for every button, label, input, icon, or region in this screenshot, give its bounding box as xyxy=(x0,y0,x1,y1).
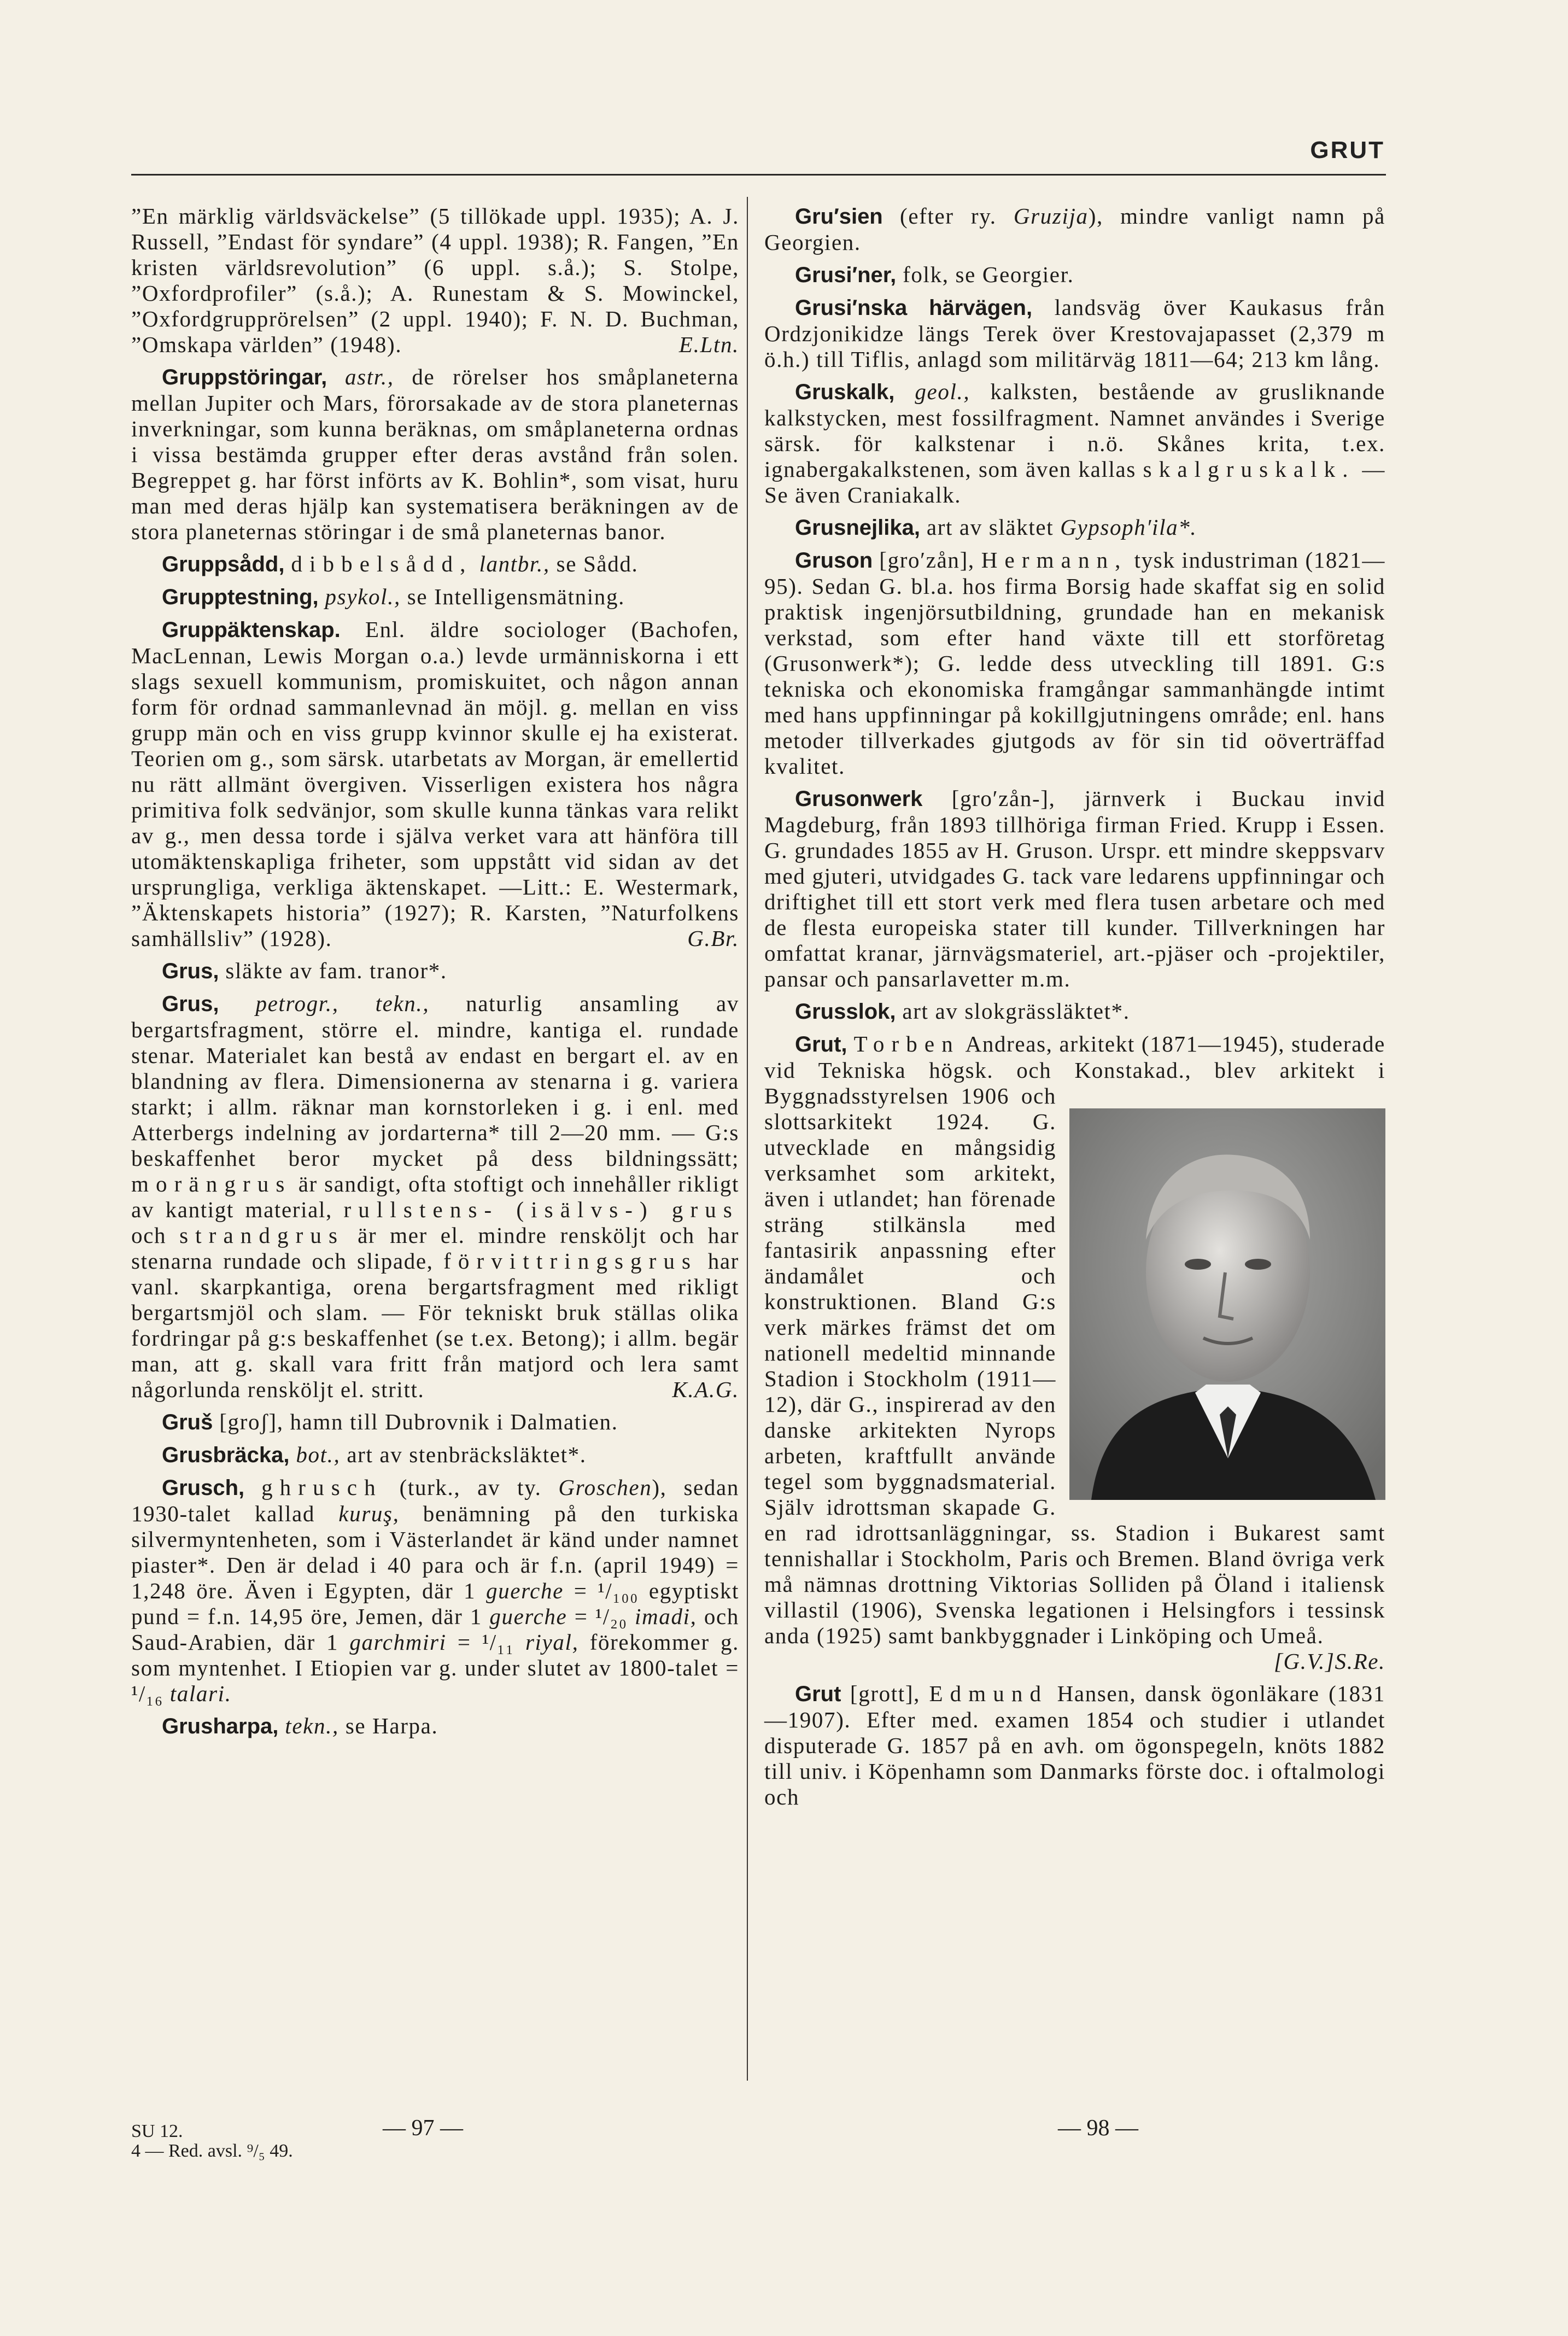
entry-grusslok xyxy=(764,998,1385,1025)
entry-text: och Saud-Arabien, där 1 xyxy=(131,1604,739,1655)
author-signature: [G.V.]S.Re. xyxy=(1273,1649,1385,1674)
italic-term: guerche xyxy=(485,1578,564,1603)
headword: Grusi′ner, xyxy=(795,263,897,287)
entry-grusi-nska-ha-rva-gen xyxy=(764,295,1385,372)
italic-term: Gruzija xyxy=(1013,203,1089,229)
entry-text: och xyxy=(131,1223,180,1248)
entry-text: Hansen, dansk ögonläkare (1831—1907). Efter med. examen 1854 och studier i utlandet disputerade G. 1857 på en avh. om ögonspegeln, knöts 1882 till univ. i Köpenhamn som Danmarks förste doc. i oftalmologi och xyxy=(764,1681,1385,1809)
entry-gruppsto-ringar xyxy=(131,364,739,545)
page-number-left: — 97 — xyxy=(383,2116,463,2141)
spaced-name: morängrus xyxy=(131,1171,292,1196)
column-divider xyxy=(747,197,748,2081)
headword: Gruson xyxy=(795,548,873,573)
entry-gru-sien xyxy=(764,203,1385,255)
italic-term: Gypsoph′ila*. xyxy=(1060,515,1197,540)
entry-text: släkte av fam. tranor*. xyxy=(219,958,447,983)
running-head: GRUT xyxy=(1310,137,1385,163)
headword: Grut, xyxy=(795,1032,847,1056)
headword: Grut xyxy=(795,1682,841,1706)
entry-text: naturlig ansamling av bergartsfragment, större el. mindre, kantiga el. rundade stenar. Materialet kan bestå av endast en bergart el. av en blandning av flera. Dimensionerna av stenarna i g. variera starkt; i allm. räknar man kornstorleken i g. i enl. med Atterbergs indelning av jordarterna* till 2—20 mm. — G:s beskaffenhet beror mycket på dess bildningssätt; xyxy=(131,991,739,1171)
right-column xyxy=(764,203,1385,1817)
spaced-name: förvittringsgrus xyxy=(443,1248,698,1274)
italic-term: geol., xyxy=(894,379,970,404)
entry-text: = ¹/₁₁ xyxy=(446,1630,525,1655)
entry-grusonwerk xyxy=(764,786,1385,992)
entry-grut xyxy=(764,1031,1385,1674)
entry-text: [grott], xyxy=(841,1681,929,1706)
entry-text: tysk industriman (1821—95). Sedan G. bl.a. hos firma Borsig hade skaffat sig en solid praktisk ingenjörsutbildning, grundade han en mekanisk verkstad, som efter hand växte till ett storföretag (Grusonwerk*); G. ledde dess utveckling till 1891. G:s tekniska och ekonomiska framgångar sammanhängde intimt med hans uppfinningar på kokillgjutningens område; enl. hans metoder tillverkades gjutgods av för sin tid oöverträffad kvalitet. xyxy=(764,547,1385,779)
entry-text: (efter ry. xyxy=(882,203,1014,229)
entry-grus xyxy=(131,1409,739,1435)
author-signature: K.A.G. xyxy=(672,1377,739,1402)
headword: Grusch, xyxy=(162,1476,245,1500)
entry-text: se Intelligensmätning. xyxy=(400,584,625,609)
entry-text: art av slokgrässläktet*. xyxy=(896,998,1130,1024)
headword: Grusonwerk xyxy=(795,787,923,811)
headword: Gruppäktenskap. xyxy=(162,618,341,642)
italic-term: bot., xyxy=(289,1442,341,1467)
entry-text: se Sådd. xyxy=(549,551,639,576)
entry-text: förekommer g. som myntenhet. I Etiopien var g. under slutet av 1800-talet = ¹/₁₆ xyxy=(131,1630,740,1706)
entry-text: har vanl. skarpkantiga, orena bergartsfragment med rikligt bergartsmjöl och slam. — För tekniskt bruk ställas olika fordringar på g:s beskaffenhet (se t.ex. Betong); i allm. begär man, att g. skall vara fritt från matjord och lera samt någorlunda rensköljt el. stritt. xyxy=(131,1248,739,1402)
entry-continuation xyxy=(131,203,739,358)
portrait-photo xyxy=(1069,1108,1385,1500)
spaced-name: strandgrus xyxy=(179,1223,345,1248)
author-signature: G.Br. xyxy=(687,926,739,951)
italic-term: lantbr., xyxy=(472,551,550,576)
entry-text: benämning på den turkiska silvermyntenheten, som i Västerlandet är känd under namnet piaster*. Den är delad i 40 para och är f.n. (april 1949) = 1,248 öre. Även i Egypten, där 1 xyxy=(131,1501,739,1603)
spaced-name: Edmund xyxy=(929,1681,1049,1706)
entry-text: är mer el. mindre rensköljt och har stenarna rundade och slipade, xyxy=(131,1223,739,1274)
entry-grusch xyxy=(131,1475,739,1707)
entry-text: ), sedan 1930-talet kallad xyxy=(131,1475,740,1526)
entry-text: kalksten, bestående av grusliknande kalkstycken, mest fossilfragment. Namnet användes i Sverige särsk. för kalkstenar i n.ö. Skånes krita, t.ex. ignabergakalkstenen, som även kallas xyxy=(764,379,1385,482)
italic-term: garchmiri xyxy=(349,1630,447,1655)
spaced-name: Torben xyxy=(853,1031,960,1056)
italic-term: psykol., xyxy=(318,584,401,609)
page-number-right: — 98 — xyxy=(1058,2116,1138,2141)
headword: Grus, xyxy=(162,959,219,983)
headword: Gruskalk, xyxy=(795,380,895,404)
italic-term: tekn., xyxy=(278,1713,339,1738)
entry-text: landsväg över Kaukasus från Ordzjonikidze längs Terek över Krestovajapasset (2,379 m ö.h.) till Tiflis, anlagd som militärväg 1811—64; 213 km lång. xyxy=(764,295,1385,372)
entry-grus xyxy=(131,991,739,1403)
entry-text xyxy=(244,1475,261,1500)
entry-text xyxy=(284,551,291,576)
left-column xyxy=(131,203,739,1746)
entry-text: art av släktet xyxy=(920,515,1061,540)
italic-term: imadi, xyxy=(635,1604,697,1629)
entry-text: ), mindre vanligt namn på Georgien. xyxy=(764,203,1385,255)
entry-text xyxy=(847,1031,854,1056)
headword: Grusi′nska härvägen, xyxy=(795,296,1033,320)
italic-term: petrogr., tekn., xyxy=(219,991,430,1016)
headword: Grus, xyxy=(162,992,219,1016)
entry-grut xyxy=(764,1681,1385,1810)
entry-grupptestning xyxy=(131,584,739,610)
spaced-name: dibbelsådd, xyxy=(291,551,473,576)
entry-text: (turk., av ty. xyxy=(382,1475,559,1500)
signature-line-1: SU 12. xyxy=(131,2121,183,2141)
entry-text: se Harpa. xyxy=(338,1713,438,1738)
italic-term: kuruş, xyxy=(338,1501,400,1526)
headword: Grusharpa, xyxy=(162,1714,279,1738)
headword: Grusnejlika, xyxy=(795,516,920,540)
entry-grusharpa xyxy=(131,1713,739,1739)
entry-text: = ¹/₂₀ xyxy=(567,1604,635,1629)
spaced-name: ghrusch xyxy=(261,1475,383,1500)
entry-text: art av stenbräcksläktet*. xyxy=(340,1442,587,1467)
entry-text: — Se även Craniakalk. xyxy=(764,457,1385,507)
header-rule xyxy=(131,174,1386,176)
italic-term: Groschen xyxy=(558,1475,652,1500)
entry-gruskalk xyxy=(764,379,1385,508)
headword: Grusslok, xyxy=(795,1000,896,1024)
headword: Gruppstöringar, xyxy=(162,365,327,389)
entry-text: Andreas, arkitekt (1871—1945), studerade vid Tekniska högsk. och Konstakad., blev arkitekt i Byggnadsstyrelsen 1906 och slottsarkitekt 1924. G. utvecklade en mångsidig verksamhet som arkitekt, även i utlandet; han förenade sträng stilkänsla med fantasirik anpassning efter ändamålet och konstruktionen. Bland G:s verk märkes främst det om nationell medeltid minnande Stadion i Stockholm (1911—12), där G., inspirerad av den danske arkitekten Nyrops arbeten, kraftfullt använde tegel som byggnadsmaterial. Själv idrottsman skapade G. en rad idrottsanläggningar, ss. Stadion i Bukarest samt tennishallar i Stockholm, Paris och Bremen. Bland övriga verk må nämnas drottning Viktorias Solliden på Öland i italiensk villastil (1906), Svenska legationen i Helsingfors i tessinsk anda (1925) samt bankbyggnader i Linköping och Umeå. xyxy=(764,1031,1386,1648)
headword: Gruš xyxy=(162,1410,213,1434)
entry-gruppsa-dd xyxy=(131,551,739,577)
entry-text: folk, se Georgier. xyxy=(896,262,1074,287)
headword: Gruppsådd, xyxy=(162,552,285,576)
printer-signature xyxy=(131,2122,293,2161)
spaced-name: Hermann, xyxy=(981,547,1128,573)
italic-term: talari. xyxy=(169,1681,232,1706)
entry-text: är sandigt, ofta stoftigt och innehåller rikligt av kantigt material, xyxy=(131,1171,739,1222)
italic-term: astr., xyxy=(327,364,394,389)
entry-text: de rörelser hos småplaneterna mellan Jupiter och Mars, förorsakade av de stora planeternas inverkningar, som kunna beräknas, om småplaneterna ordnas i vissa bestämda grupper efter deras avstånd från solen. Begreppet g. har först införts av K. Bohlin*, som visat, huru man med deras hjälp kan systematisera beräkningen av de stora planeternas störingar i de små planeternas banor. xyxy=(131,364,739,544)
author-signature: E.Ltn. xyxy=(678,332,739,357)
italic-term: guerche xyxy=(489,1604,567,1629)
headword: Gru′sien xyxy=(795,205,883,229)
headword: Grupptestning, xyxy=(162,585,319,609)
entry-grusbra-cka xyxy=(131,1442,739,1468)
entry-grusi-ner xyxy=(764,262,1385,288)
spaced-name: rullstens- (isälvs-) grus xyxy=(343,1197,739,1222)
entry-text: Enl. äldre sociologer (Bachofen, MacLennan, Lewis Morgan o.a.) levde urmänniskorna i ett slags sexuell kommunism, promiskuitet, och någon annan form för ordnad sammanlevnad än möjl. g. mellan en viss grupp män och en viss grupp kvinnor skulle ej ha existerat. Teorien om g., som särsk. utarbetats av Morgan, är emellertid nu rätt allmänt övergiven. Visserligen existera hos några primitiva folk sedvänjor, som skulle kunna tänkas vara relikt av g., men dessa torde i själva verket vara att hänföra till utomäktenskapliga friheter, som uppstått vid sidan av det ursprungliga, verkliga äktenskapet. —Litt.: E. Westermark, ”Äktenskapets historia” (1927); R. Karsten, ”Naturfolkens samhällsliv” (1928). xyxy=(131,617,739,951)
entry-grusnejlika xyxy=(764,515,1385,541)
signature-line-2: 4 — Red. avsl. ⁹/₅ 49. xyxy=(131,2141,293,2161)
entry-text: [gro′zån-], järnverk i Buckau invid Magdeburg, från 1893 tillhöriga firman Fried. Krupp i Essen. G. grundades 1855 av H. Gruson. Urspr. ett mindre skeppsvarv med gjuteri, utvidgades G. tack vare ledarens uppfinningar och driftighet till ett stort verk med flera tusen arbetare och med de flesta europeiska stater till kunder. Tillverkningen har omfattat kranar, järnvägsmateriel, art.-pjäser och -projektiler, pansar och pansarlavetter m.m. xyxy=(764,786,1385,991)
entry-text: ”En märklig världsväckelse” (5 tillökade uppl. 1935); A. J. Russell, ”Endast för syndare” (4 uppl. 1938); R. Fangen, ”En kristen världsrevolution” (6 uppl. s.å.); S. Stolpe, ”Oxfordprofiler” (s.å.); A. Runestam & S. Mowinckel, ”Oxfordgrupprörelsen” (2 uppl. 1940); F. N. D. Buchman, ”Omskapa världen” (1948). xyxy=(131,203,739,357)
entry-gruson xyxy=(764,547,1385,779)
headword: Grusbräcka, xyxy=(162,1443,290,1467)
entry-text: = ¹/₁₀₀ egyptiskt pund = f.n. 14,95 öre, Jemen, där 1 xyxy=(131,1578,739,1629)
italic-term: riyal, xyxy=(525,1630,579,1655)
entry-gruppa-ktenskap xyxy=(131,617,739,951)
entry-text: [groʃ], hamn till Dubrovnik i Dalmatien. xyxy=(213,1409,618,1434)
entry-grus xyxy=(131,958,739,984)
spaced-name: skalgruskalk. xyxy=(1143,457,1355,482)
entry-text: [gro′zån], xyxy=(873,547,981,573)
